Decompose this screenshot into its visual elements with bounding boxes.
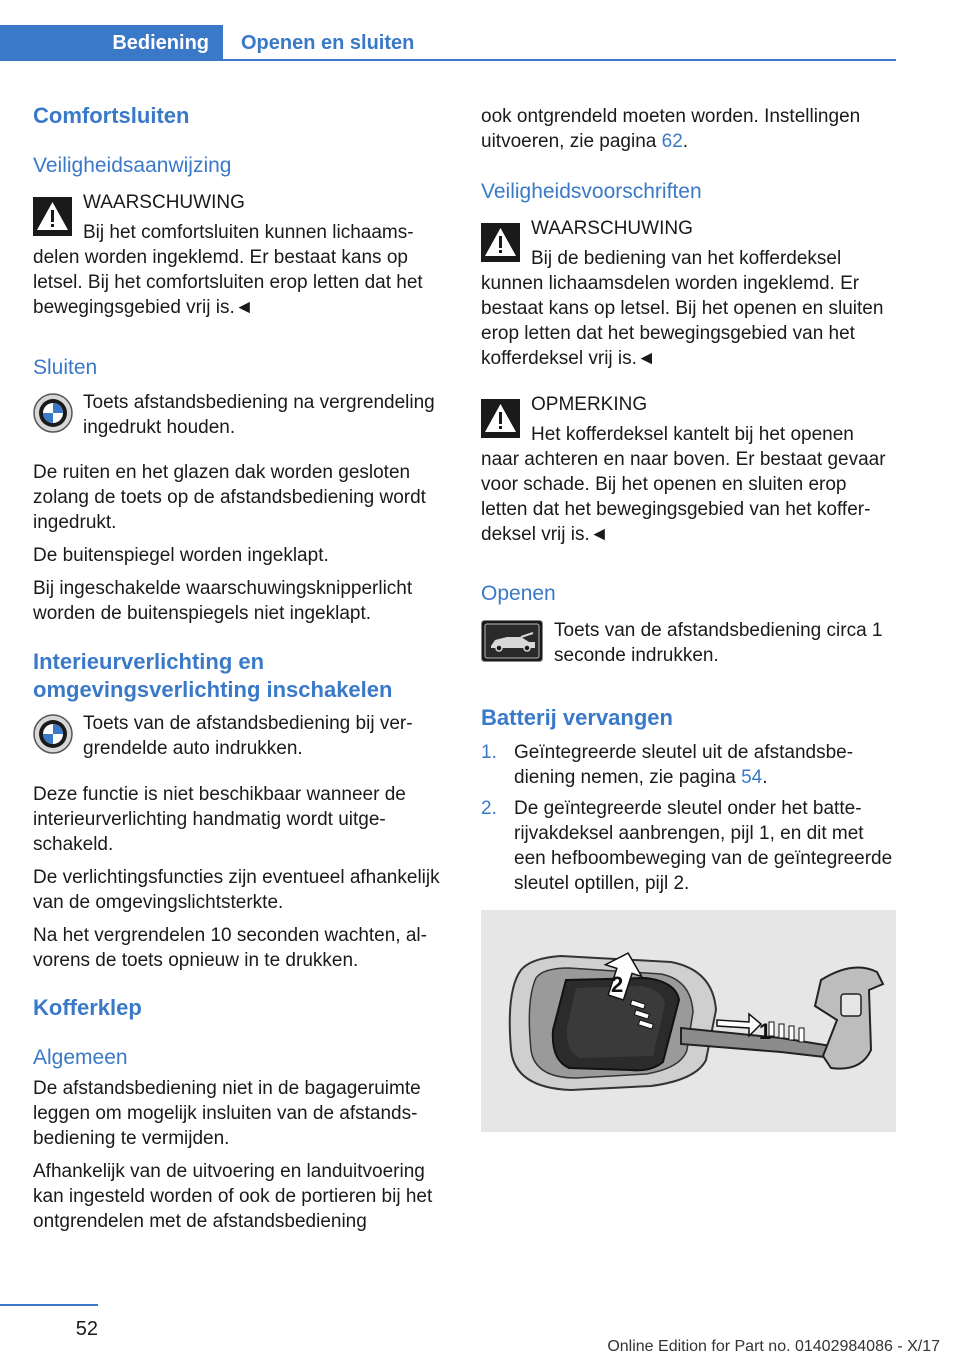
paragraph: ook ontgrendeld moeten worden. Instellingen uitvoeren, zie pagina 62. xyxy=(481,106,861,152)
paragraph: De buitenspiegel worden ingeklapt. xyxy=(33,545,329,566)
footer-rule xyxy=(0,1304,98,1306)
note-text: Het kofferdeksel kantelt bij het openen naar achteren en naar boven. Er bestaat gevaar voor schade. Bij het openen en sluiten erop letten dat het bewegingsgebied van het kofferdeksel vrij is.◄ xyxy=(481,424,886,545)
warning-text: Bij de bediening van het kofferdeksel kunnen lichaamsdelen worden ingeklemd. Er bestaat kans op letsel. Bij het openen en sluiten erop letten dat het bewegingsgebied van het kofferdeksel vrij is.◄ xyxy=(481,248,884,369)
paragraph: De verlichtingsfuncties zijn eventueel afhankelijk van de omgevingslichtsterkte. xyxy=(33,867,440,913)
warning-title: WAARSCHUWING xyxy=(83,192,245,213)
close-paragraphs xyxy=(33,460,448,634)
tab-bediening[interactable]: Bediening xyxy=(0,25,223,61)
header-tabs xyxy=(0,25,896,61)
heading-veiligheidsaanwijzing: Veiligheidsaanwijzing xyxy=(33,154,232,177)
step-open xyxy=(481,618,896,668)
warning-text: Bij het comfortsluiten kunnen lichaamsdelen worden ingeklemd. Er bestaat kans op letsel. Bij het comfortsluiten erop letten dat het bewegingsgebied vrij is.◄ xyxy=(33,222,423,318)
note-triangle-icon xyxy=(481,399,520,438)
heading-openen: Openen xyxy=(481,582,556,605)
warning-triangle-icon xyxy=(33,197,72,236)
general-paragraphs xyxy=(33,1076,448,1242)
list-number: 1. xyxy=(481,742,497,763)
heading-kofferklep: Kofferklep xyxy=(33,995,142,1020)
continued-paragraph xyxy=(481,104,896,162)
battery-steps xyxy=(481,740,896,902)
open-step-text: Toets van de afstandsbediening circa 1 seconde indrukken. xyxy=(554,620,883,666)
step-interior xyxy=(33,711,448,761)
heading-veiligheidsvoorschriften: Veiligheidsvoorschriften xyxy=(481,180,702,203)
tab-openen-en-sluiten[interactable]: Openen en sluiten xyxy=(241,31,415,54)
warning-trunk xyxy=(481,216,896,371)
list-number: 2. xyxy=(481,798,497,819)
heading-sluiten: Sluiten xyxy=(33,356,98,379)
page-link-54[interactable]: 54 xyxy=(741,767,763,788)
note-title: OPMERKING xyxy=(531,394,648,415)
interior-paragraphs xyxy=(33,782,448,981)
key-fob-lock-button-icon xyxy=(33,714,73,754)
paragraph: Afhankelijk van de uitvoering en landuitvoering kan ingesteld worden of ook de portieren bij het ontgrendelen met de afstandsbediening xyxy=(33,1161,433,1232)
note-trunk xyxy=(481,392,896,547)
list-item: 2. De geïntegreerde sleutel onder het batterijvakdeksel aanbrengen, pijl 1, en dit met een hefboombeweging van de geïntegreerde sleutel optillen, pijl 2. xyxy=(481,798,893,894)
paragraph: Bij ingeschakelde waarschuwingsknipperlicht worden de buitenspiegels niet ingeklapt. xyxy=(33,578,413,624)
heading-algemeen: Algemeen xyxy=(33,1046,128,1069)
footer-edition: Online Edition for Part no. 01402984086 - X/17 xyxy=(607,1338,940,1355)
paragraph: De ruiten en het glazen dak worden gesloten zolang de toets op de afstandsbediening wordt ingedrukt. xyxy=(33,462,426,533)
header-underline xyxy=(223,59,896,61)
step-close xyxy=(33,390,448,440)
page-link-62[interactable]: 62 xyxy=(661,131,683,152)
interior-step-text: Toets van de afstandsbediening bij vergrendelde auto indrukken. xyxy=(83,713,413,759)
warning-title: WAARSCHUWING xyxy=(531,218,693,239)
list-item: 1. Geïntegreerde sleutel uit de afstandsbediening nemen, zie pagina 54. xyxy=(481,742,854,788)
close-step-text: Toets afstandsbediening na vergrendeling ingedrukt houden. xyxy=(83,392,435,438)
heading-comfortsluiten: Comfortsluiten xyxy=(33,103,190,128)
trunk-button-icon xyxy=(481,620,543,662)
heading-batterij-vervangen: Batterij vervangen xyxy=(481,705,673,730)
paragraph: Na het vergrendelen 10 seconden wachten, alvorens de toets opnieuw in te drukken. xyxy=(33,925,427,971)
key-fob-illustration xyxy=(481,910,896,1132)
paragraph: Deze functie is niet beschikbaar wanneer de interieurverlichting handmatig wordt uitgeschakeld. xyxy=(33,784,406,855)
battery-figure xyxy=(481,910,896,1132)
warning-comfort xyxy=(33,190,448,320)
paragraph: De afstandsbediening niet in de bagageruimte leggen om mogelijk insluiten van de afstandsbediening te vermijden. xyxy=(33,1078,421,1149)
heading-interieurverlichting: Interieurverlichting en omgevingsverlichting inschakelen xyxy=(33,649,393,702)
arrow-1-label: 1 xyxy=(759,1019,772,1044)
page-number: 52 xyxy=(75,1318,98,1340)
arrow-2-label: 2 xyxy=(611,972,624,997)
key-fob-lock-button-icon xyxy=(33,393,73,433)
warning-triangle-icon xyxy=(481,223,520,262)
